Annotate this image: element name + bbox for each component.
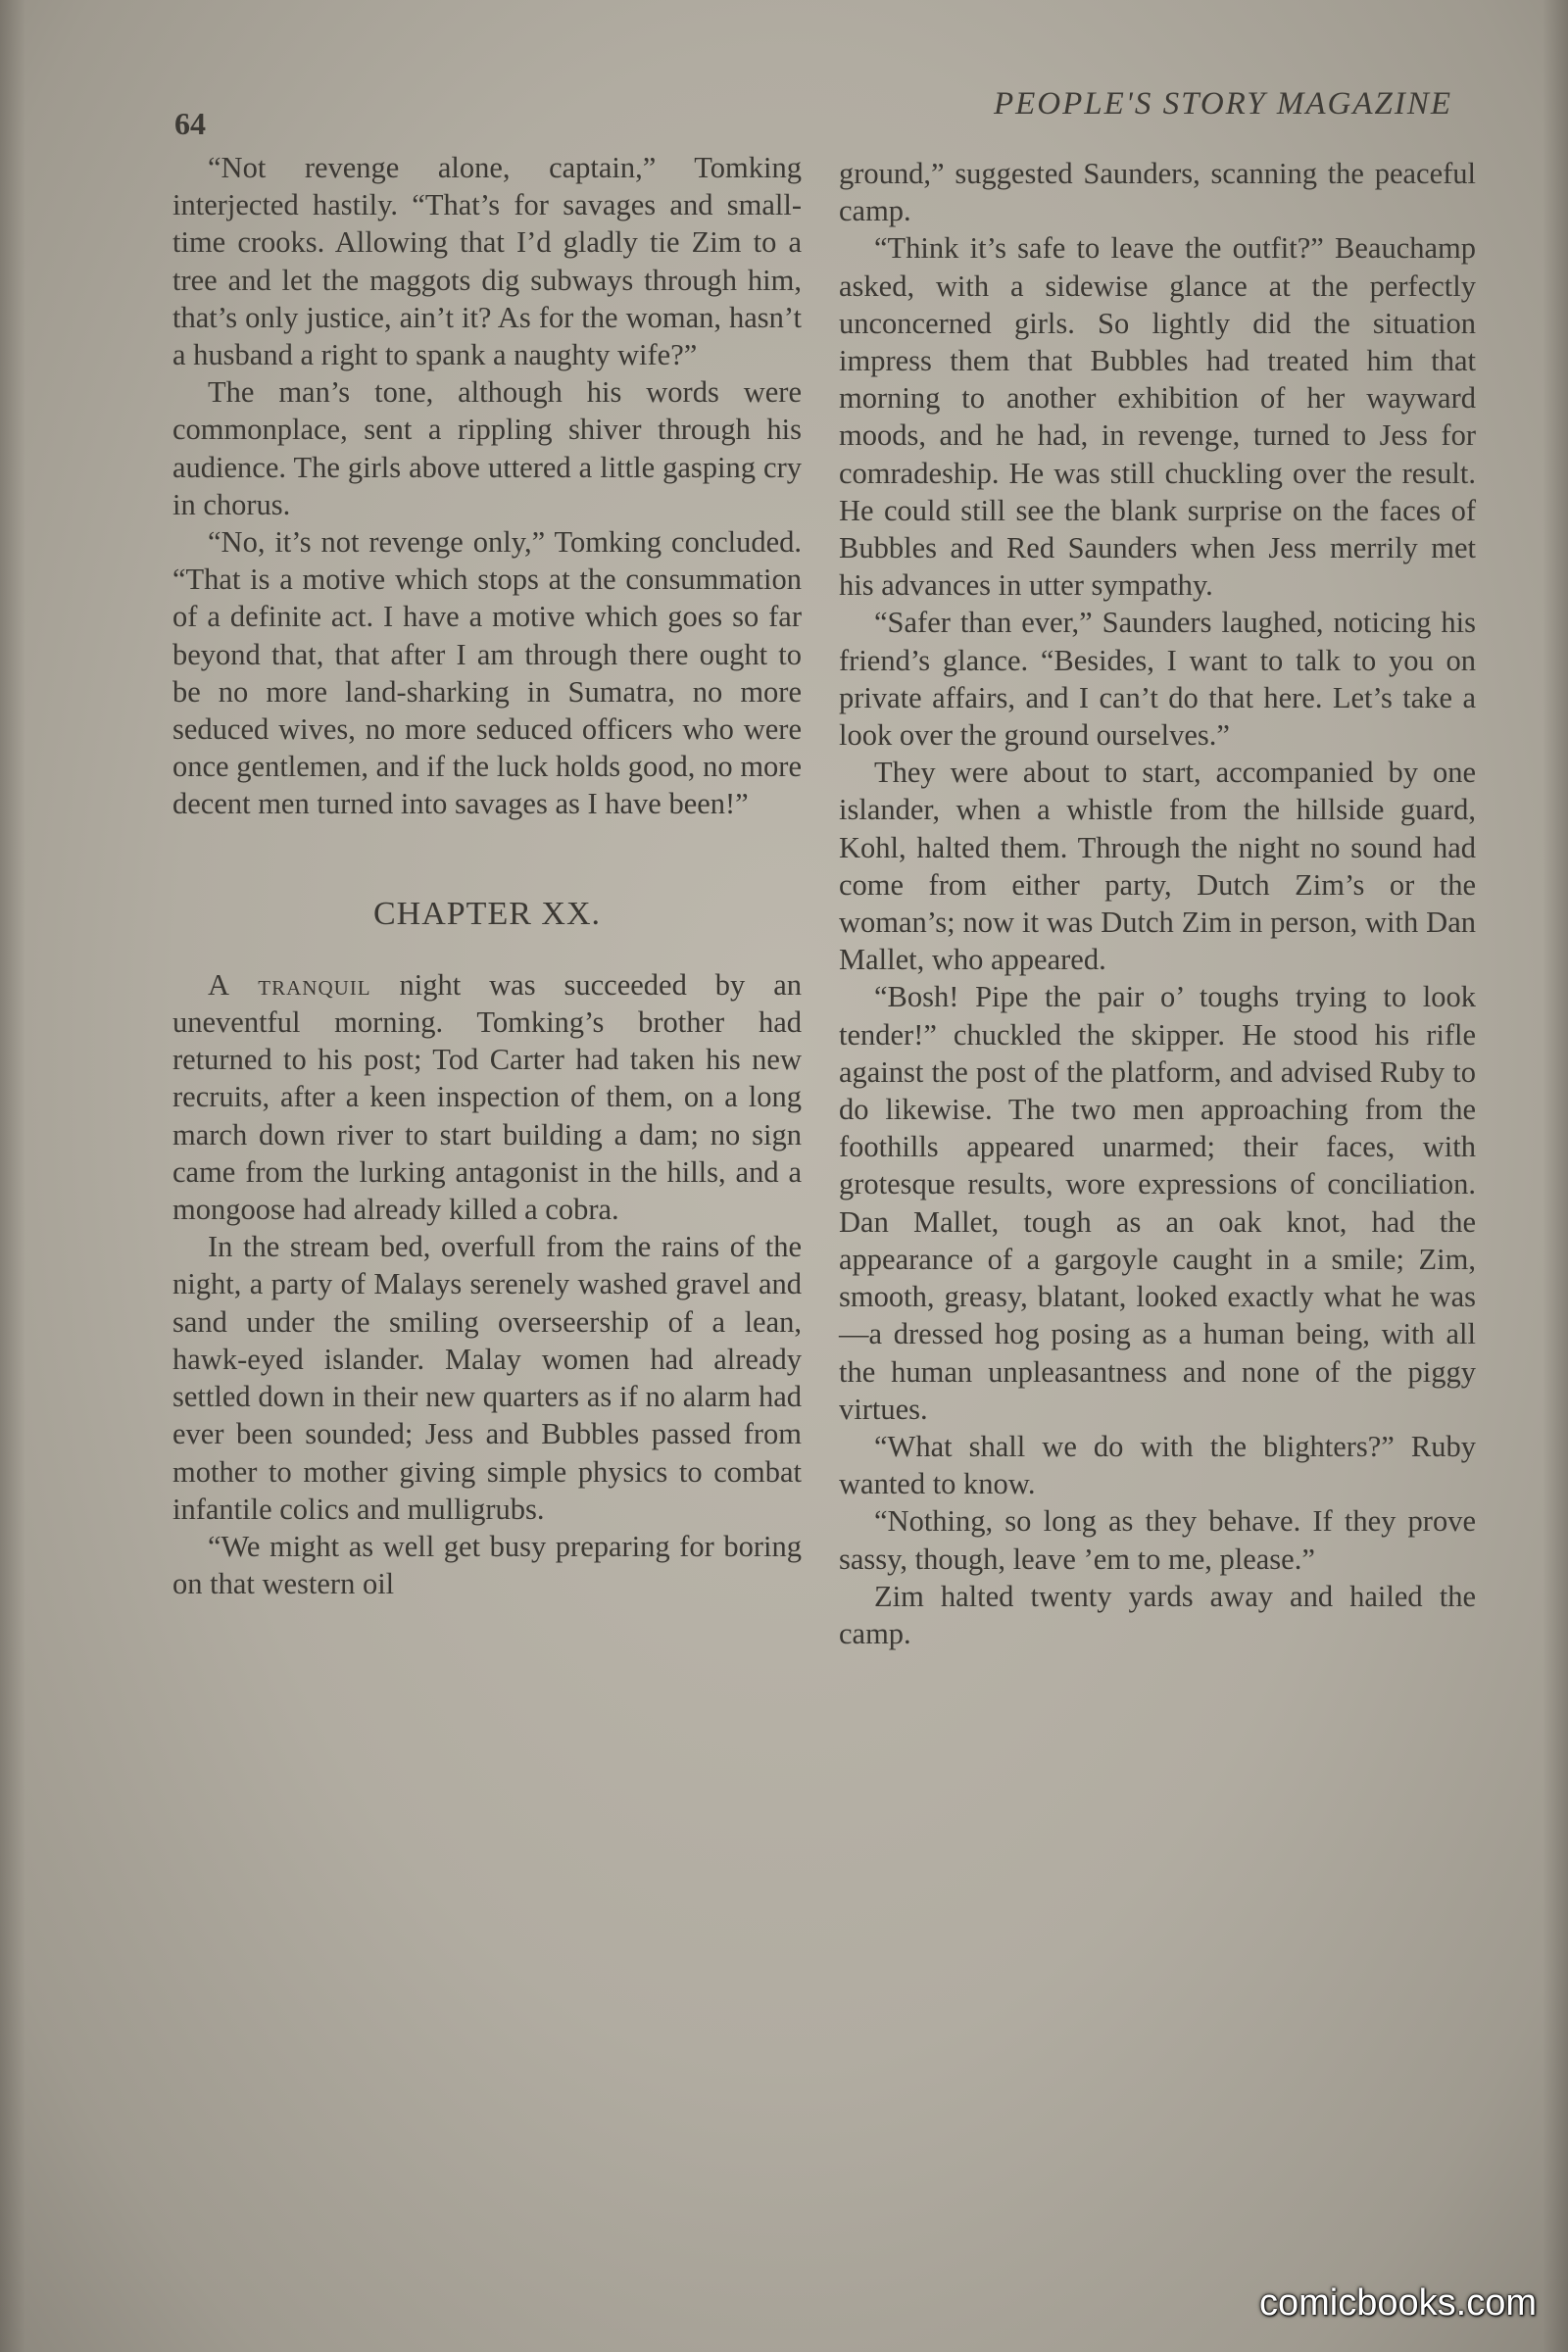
running-title: PEOPLE'S STORY MAGAZINE <box>993 86 1452 122</box>
paragraph-text: night was succeeded by an uneventful morning. Tomking’s brother had returned to his post; Tod Carter had taken his new recruits, after a keen inspection of them, on a long march down river to start building a dam; no sign came from the lurking antagonist in the hills, and a mongoose had already killed a cobra. <box>172 967 802 1227</box>
chapter-lead-in: A tranquil <box>208 967 371 1002</box>
left-text-column <box>172 149 802 1602</box>
page-number: 64 <box>174 106 206 141</box>
paragraph: “Not revenge alone, captain,” Tomking interjected hastily. “That’s for savages and small-time crooks. Allowing that I’d gladly tie Zim to a tree and let the maggots dig subways through him, that’s only justice, ain’t it? As for the woman, hasn’t a husband a right to spank a naughty wife?” <box>172 151 802 372</box>
paragraph: Zim halted twenty yards away and hailed the camp. <box>839 1579 1476 1650</box>
paragraph: “Think it’s safe to leave the outfit?” Beauchamp asked, with a sidewise glance at the perfectly unconcerned girls. So lightly did the situation impress them that Bubbles had treated him that morning to another exhibition of her wayward moods, and he had, in revenge, turned to Jess for comradeship. He was still chuckling over the result. He could still see the blank surprise on the faces of Bubbles and Red Saunders when Jess merrily met his advances in utter sympathy. <box>839 231 1476 603</box>
right-page-edge-shadow <box>1543 0 1568 2352</box>
paragraph <box>172 966 802 1228</box>
left-page-edge-shadow <box>0 0 25 2352</box>
paragraph: “Nothing, so long as they behave. If they prove sassy, though, leave ’em to me, please.” <box>839 1504 1476 1576</box>
right-text-column <box>839 155 1476 1652</box>
paragraph: The man’s tone, although his words were commonplace, sent a rippling shiver through his audience. The girls above uttered a little gasping cry in chorus. <box>172 375 802 521</box>
paragraph: They were about to start, accompanied by one islander, when a whistle from the hillside guard, Kohl, halted them. Through the night no sound had come from either party, Dutch Zim’s or the woman’s; now it was Dutch Zim in person, with Dan Mallet, who appeared. <box>839 756 1476 977</box>
paragraph: “Bosh! Pipe the pair o’ toughs trying to look tender!” chuckled the skipper. He stood his rifle against the post of the platform, and advised Ruby to do likewise. The two men approaching from the foothills appeared unarmed; their faces, with grotesque results, wore expressions of conciliation. Dan Mallet, tough as an oak knot, had the appearance of a gargoyle caught in a smile; Zim, smooth, greasy, blatant, looked exactly what he was—a dressed hog posing as a human being, with all the human unpleasantness and none of the piggy virtues. <box>839 980 1476 1426</box>
site-watermark: comicbooks.com <box>1259 2282 1537 2324</box>
paragraph: In the stream bed, overfull from the rains of the night, a party of Malays serenely washed gravel and sand under the smiling overseership of a lean, hawk-eyed islander. Malay women had already settled down in their new quarters as if no alarm had ever been sounded; Jess and Bubbles passed from mother to mother giving simple physics to combat infantile colics and mulligrubs. <box>172 1230 802 1526</box>
paragraph: “No, it’s not revenge only,” Tomking concluded. “That is a motive which stops at the consummation of a definite act. I have a motive which goes so far beyond that, that after I am through there ought to be no more land-sharking in Sumatra, no more seduced wives, no more seduced officers who were once gentlemen, and if the luck holds good, no more decent men turned into savages as I have been!” <box>172 525 802 821</box>
paragraph: “We might as well get busy preparing for boring on that western oil <box>172 1529 802 1601</box>
paragraph: “What shall we do with the blighters?” Ruby wanted to know. <box>839 1429 1476 1501</box>
paragraph-continuation: ground,” suggested Saunders, scanning the peaceful camp. <box>839 157 1476 228</box>
chapter-heading: CHAPTER XX. <box>372 895 602 932</box>
paragraph: “Safer than ever,” Saunders laughed, noticing his friend’s glance. “Besides, I want to talk to you on private affairs, and I can’t do that here. Let’s take a look over the ground ourselves.” <box>839 606 1476 753</box>
